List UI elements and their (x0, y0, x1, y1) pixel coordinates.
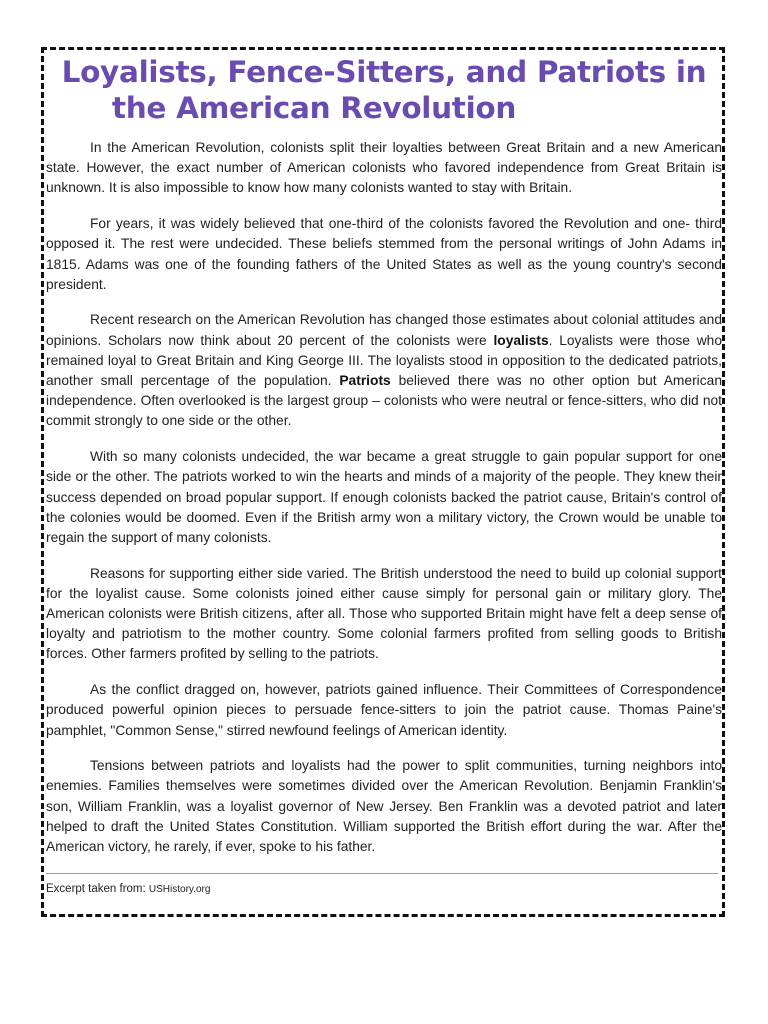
paragraph-3-text-e: believed there was no other option but American independence. Often overlooked is the largest group – colonists who were neutral or fence-sitters, who did not commit strongly to one side or the other. (46, 373, 722, 429)
page-title (0, 54, 768, 126)
paragraph-3-text-a: Recent research on the American Revolution has changed those estimates about colonial attitudes and opinions. Scholars now think about 20 percent of the colonists were (46, 312, 722, 348)
paragraph-7: Tensions between patriots and loyalists had the power to split communities, turning neighbors into enemies. Families themselves were sometimes divided over the American Revolution. Benjamin Franklin's son, William Franklin, was a loyalist governor of New Jersey. Ben Franklin was a devoted patriot and later helped to draft the United States Constitution. William supported the British effort during the war. After the American victory, he rarely, if ever, spoke to his father. (46, 758, 722, 855)
title-line-2: the American Revolution (111, 91, 517, 125)
paragraph-1: In the American Revolution, colonists split their loyalties between Great Britain and a new American state. However, the exact number of American colonists who favored independence from Great Britain is unknown. It is also impossible to know how many colonists wanted to stay with Britain. (46, 140, 722, 196)
article-body (46, 138, 722, 873)
term-patriots: Patriots (339, 373, 391, 389)
paragraph-3 (46, 310, 722, 431)
paragraph-3-text-c: . Loyalists were those who remained loyal to Great Britain and King George III. The loyalists stood in opposition to the dedicated patriots, another small percentage of the population. (46, 332, 723, 389)
credit-source: USHistory.org (148, 884, 211, 895)
paragraph-4: With so many colonists undecided, the war became a great struggle to gain popular support for one side or the other. The patriots worked to win the hearts and minds of a majority of the people. They knew their success depended on broad popular support. If enough colonists backed the patriot cause, Britain's control of the colonies would be doomed. Even if the British army won a military victory, the Crown would be unable to regain the support of many colonists. (46, 449, 722, 545)
term-loyalists: loyalists (493, 332, 549, 348)
paragraph-6: As the conflict dragged on, however, patriots gained influence. Their Committees of Correspondence produced powerful opinion pieces to persuade fence-sitters to join the patriot cause. Thomas Paine's pamphlet, "Common Sense," stirred newfound feelings of American identity. (46, 682, 722, 738)
excerpt-credit (46, 883, 210, 895)
title-line-1: Loyalists, Fence-Sitters, and Patriots in (61, 55, 707, 89)
paragraph-5: Reasons for supporting either side varied. The British understood the need to build up colonial support for the loyalist cause. Some colonists joined either cause simply for personal gain or military glory. The American colonists were British citizens, after all. Those who supported Britain might have felt a deep sense of loyalty and patriotism to the mother country. Some colonial farmers profited from selling goods to British forces. Other farmers profited by selling to the patriots. (46, 565, 722, 662)
credit-label: Excerpt taken from: (46, 883, 149, 895)
paragraph-2: For years, it was widely believed that one-third of the colonists favored the Revolution and one- third opposed it. The rest were undecided. These beliefs stemmed from the personal writings of John Adams in 1815. Adams was one of the founding fathers of the United States as well as the young country's second president. (46, 216, 722, 292)
footer-divider (46, 873, 718, 874)
